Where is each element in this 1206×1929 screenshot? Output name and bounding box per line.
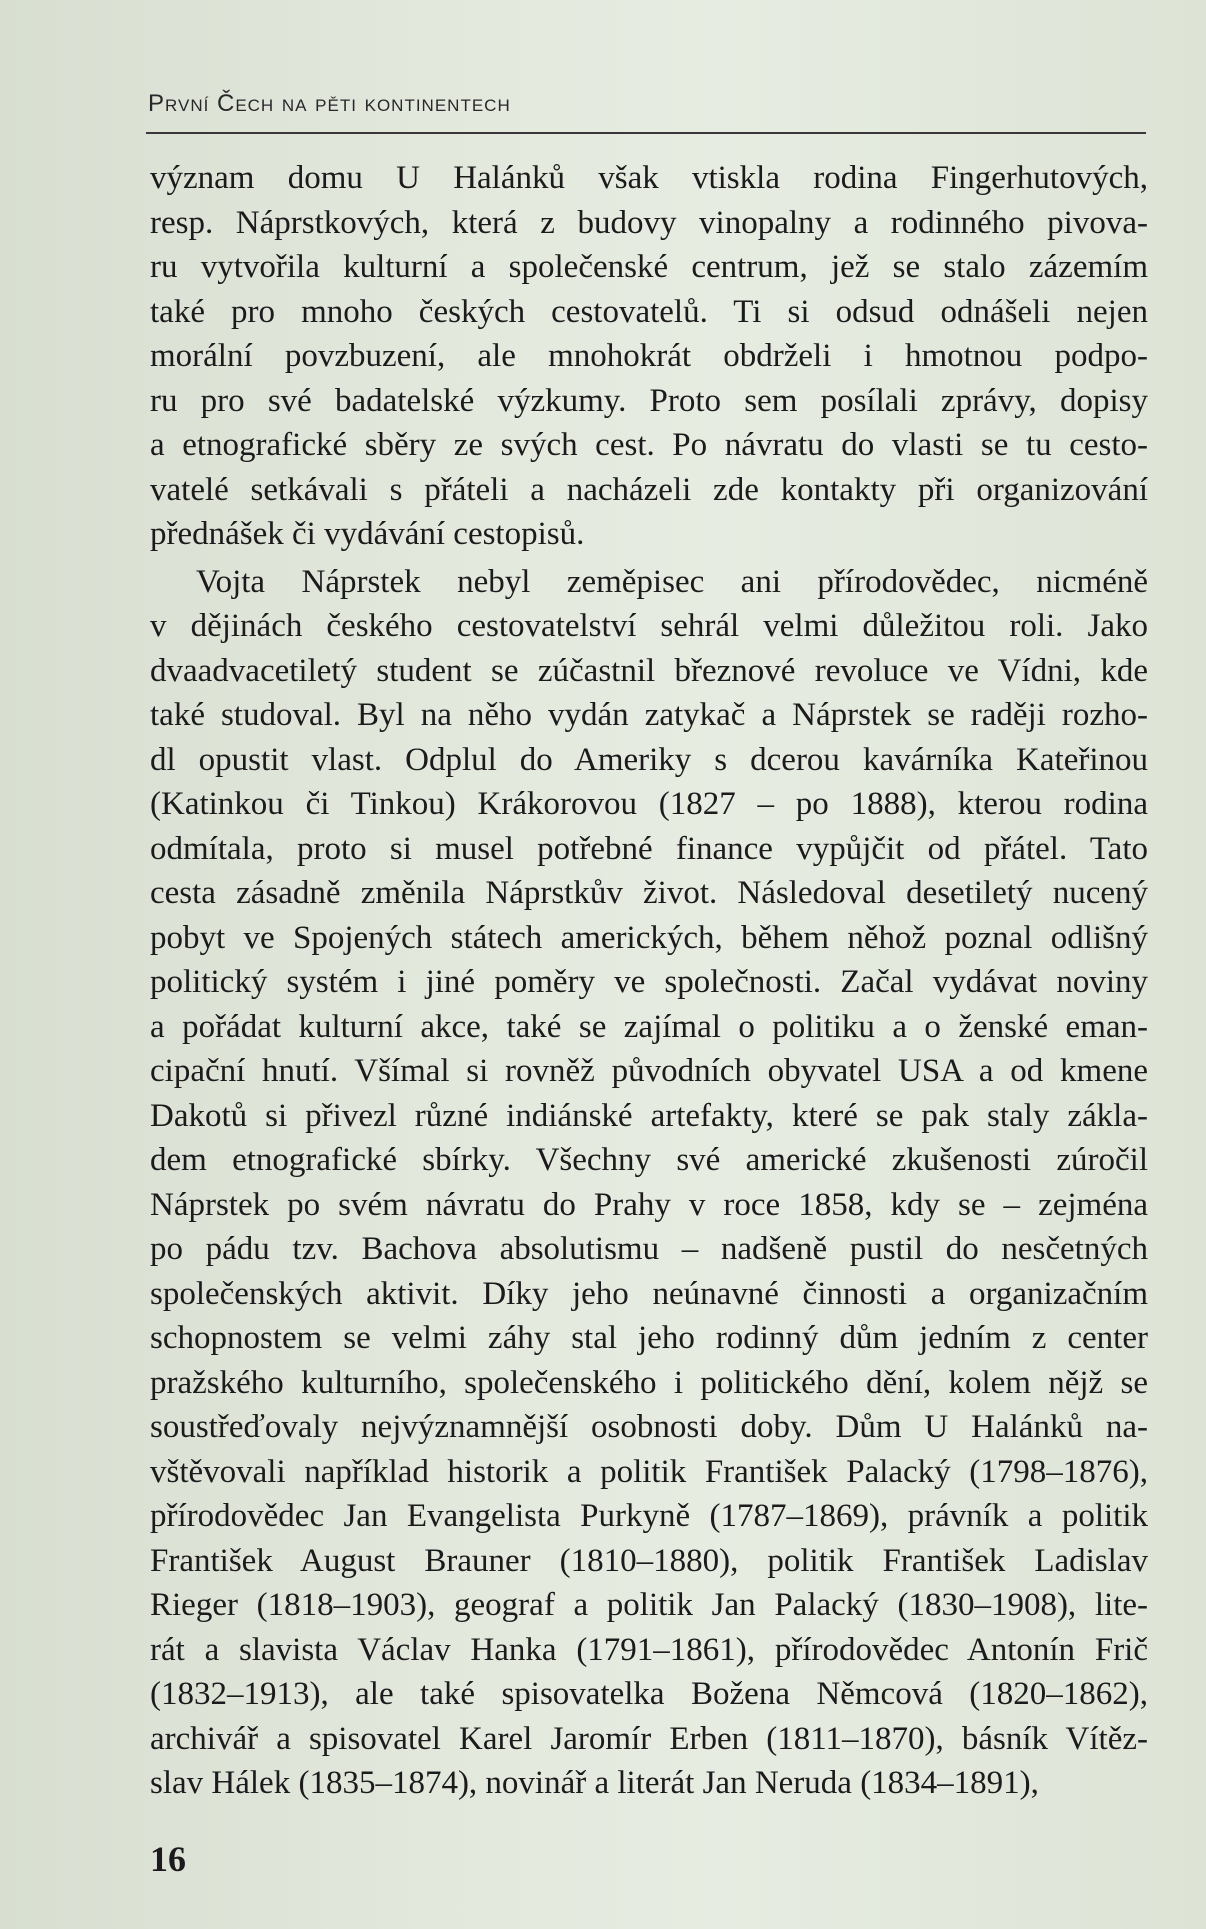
text-line: přírodovědec Jan Evangelista Purkyně (1787–1869), právník a politik (150, 1498, 1148, 1534)
text-line: František August Brauner (1810–1880), politik František Ladislav (150, 1542, 1148, 1579)
text-line: a pořádat kulturní akce, také se zajímal o politiku a o ženské eman- (150, 1008, 1148, 1045)
text-line: schopnostem se velmi záhy stal jeho rodinný dům jedním z center (150, 1320, 1148, 1356)
text-line: po pádu tzv. Bachova absolutismu – nadšeně pustil do nesčetných (150, 1231, 1148, 1267)
text-line: resp. Náprstkových, která z budovy vinopalny a rodinného pivova- (150, 204, 1148, 241)
text-line: odmítala, proto si musel potřebné finance vypůjčit od přátel. Tato (150, 830, 1148, 867)
text-line: vštěvovali například historik a politik František Palacký (1798–1876), (150, 1453, 1148, 1490)
text-line: cesta zásadně změnila Náprstkův život. Následoval desetiletý nucený (150, 875, 1148, 911)
text-line: Dakotů si přivezl různé indiánské artefakty, které se pak staly zákla- (150, 1097, 1148, 1134)
text-line: Vojta Náprstek nebyl zeměpisec ani přírodovědec, nicméně (196, 563, 1148, 600)
text-line: (Katinkou či Tinkou) Krákorovou (1827 – po 1888), kterou rodina (150, 786, 1148, 822)
text-line: ru vytvořila kulturní a společenské centrum, jež se stalo zázemím (150, 249, 1148, 285)
text-line: (1832–1913), ale také spisovatelka Božena Němcová (1820–1862), (150, 1676, 1148, 1712)
paragraph (150, 560, 1148, 1806)
body-text (150, 156, 1148, 1806)
text-line: a etnografické sběry ze svých cest. Po návratu do vlasti se tu cesto- (150, 427, 1148, 463)
text-line: ru pro své badatelské výzkumy. Proto sem posílali zprávy, dopisy (150, 382, 1148, 419)
text-line: dvaadvacetiletý student se zúčastnil březnové revoluce ve Vídni, kde (150, 652, 1148, 689)
text-line: pražského kulturního, společenského i politického dění, kolem nějž se (150, 1364, 1148, 1401)
text-line: slav Hálek (1835–1874), novinář a literát Jan Neruda (1834–1891), (150, 1765, 1039, 1801)
text-line: v dějinách českého cestovatelství sehrál velmi důležitou roli. Jako (150, 608, 1148, 644)
text-line: také studoval. Byl na něho vydán zatykač a Náprstek se raději rozho- (150, 697, 1148, 733)
text-line: přednášek či vydávání cestopisů. (150, 516, 585, 552)
text-line: rát a slavista Václav Hanka (1791–1861), přírodovědec Antonín Frič (150, 1631, 1148, 1668)
text-line: Náprstek po svém návratu do Prahy v roce 1858, kdy se – zejména (150, 1186, 1148, 1223)
text-line: dem etnografické sbírky. Všechny své americké zkušenosti zúročil (150, 1142, 1148, 1178)
running-header: První Čech na pěti kontinentech (148, 90, 511, 117)
text-line: také pro mnoho českých cestovatelů. Ti si odsud odnášeli nejen (150, 293, 1148, 330)
text-line: cipační hnutí. Všímal si rovněž původních obyvatel USA a od kmene (150, 1053, 1148, 1089)
text-line: politický systém i jiné poměry ve společnosti. Začal vydávat noviny (150, 964, 1148, 1000)
paragraph (150, 156, 1148, 557)
text-line: archivář a spisovatel Karel Jaromír Erben (1811–1870), básník Vítěz- (150, 1720, 1148, 1757)
text-line: vatelé setkávali s přáteli a nacházeli zde kontakty při organizování (150, 471, 1148, 508)
text-line: soustřeďovaly nejvýznamnější osobnosti doby. Dům U Halánků na- (150, 1409, 1148, 1445)
text-line: dl opustit vlast. Odplul do Ameriky s dcerou kavárníka Kateřinou (150, 741, 1148, 778)
text-line: Rieger (1818–1903), geograf a politik Jan Palacký (1830–1908), lite- (150, 1587, 1148, 1623)
text-line: morální povzbuzení, ale mnohokrát obdrželi i hmotnou podpo- (150, 338, 1148, 374)
text-line: význam domu U Halánků však vtiskla rodina Fingerhutových, (150, 160, 1148, 196)
page-number: 16 (150, 1839, 186, 1879)
text-line: pobyt ve Spojených státech amerických, během něhož poznal odlišný (150, 919, 1148, 956)
header-rule (146, 132, 1146, 134)
text-line: společenských aktivit. Díky jeho neúnavné činnosti a organizačním (150, 1275, 1148, 1312)
